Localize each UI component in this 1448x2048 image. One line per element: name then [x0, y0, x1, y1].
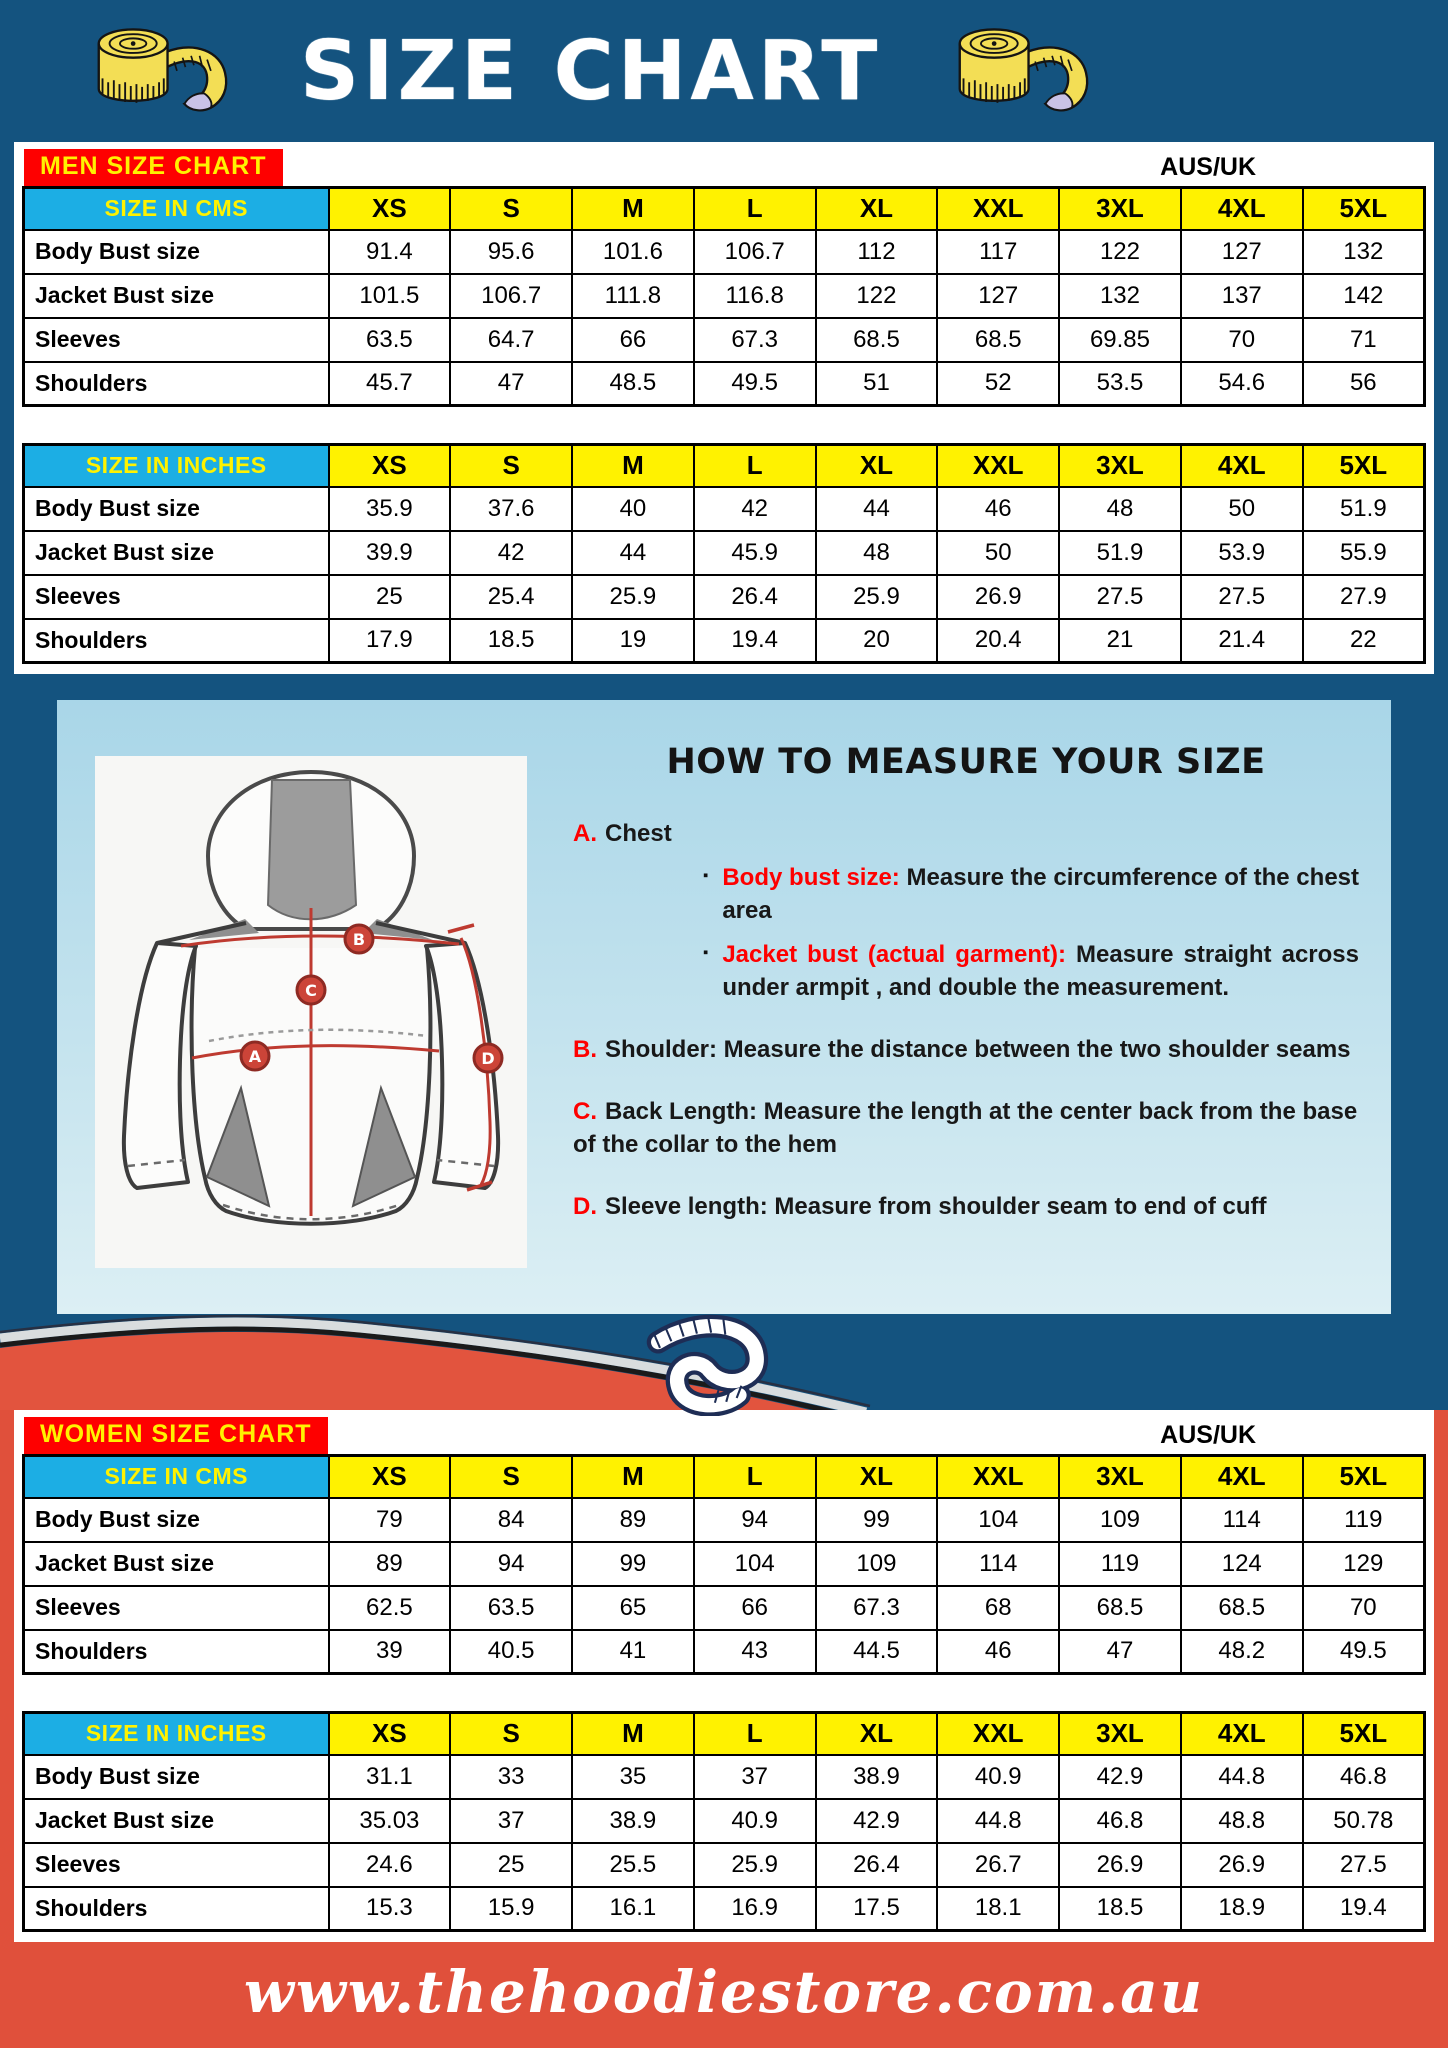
measurement-value: 44.8	[1181, 1755, 1303, 1799]
measurement-value: 52	[937, 362, 1059, 406]
measurement-row	[24, 1799, 1425, 1843]
measurement-value: 25.9	[572, 575, 694, 619]
measure-title: HOW TO MEASURE YOUR SIZE	[666, 742, 1266, 782]
size-column-header: XXL	[937, 188, 1059, 230]
size-column-header: S	[450, 1713, 572, 1755]
size-column-header: 3XL	[1059, 445, 1181, 487]
measurement-value: 26.4	[694, 575, 816, 619]
measurement-value: 44	[572, 531, 694, 575]
measurement-value: 42.9	[1059, 1755, 1181, 1799]
measurement-label: Body Bust size	[24, 487, 329, 531]
measurement-value: 49.5	[694, 362, 816, 406]
svg-text:D: D	[481, 1049, 495, 1068]
measurement-value: 25.5	[572, 1843, 694, 1887]
how-to-measure-section	[57, 700, 1391, 1314]
measurement-value: 27.9	[1303, 575, 1425, 619]
item-letter: A.	[573, 820, 597, 847]
men-chart-label: MEN SIZE CHART	[24, 149, 283, 186]
measurement-row	[24, 531, 1425, 575]
measurement-value: 40.9	[694, 1799, 816, 1843]
size-column-header: M	[572, 188, 694, 230]
measurement-value: 89	[572, 1498, 694, 1542]
measurement-value: 63.5	[329, 318, 451, 362]
measurement-row	[24, 318, 1425, 362]
page-title: SIZE CHART	[300, 23, 882, 119]
size-header-row	[24, 188, 1425, 230]
size-column-header: XL	[816, 1456, 938, 1498]
measurement-value: 53.5	[1059, 362, 1181, 406]
measurement-value: 35.03	[329, 1799, 451, 1843]
measurement-value: 33	[450, 1755, 572, 1799]
size-column-header: L	[694, 445, 816, 487]
transition-band	[0, 1314, 1448, 1410]
measurement-value: 42.9	[816, 1799, 938, 1843]
bullet-text: Jacket bust (actual garment): Measure straight across under armpit , and double the measurement.	[722, 941, 1359, 1001]
measurement-row	[24, 1630, 1425, 1674]
size-column-header: 4XL	[1181, 1456, 1303, 1498]
measurement-value: 106.7	[694, 230, 816, 274]
measure-item-sleeve-length	[573, 1191, 1359, 1223]
measurement-row	[24, 362, 1425, 406]
size-column-header: 3XL	[1059, 1713, 1181, 1755]
measurement-value: 68.5	[937, 318, 1059, 362]
measurement-value: 15.3	[329, 1887, 451, 1931]
size-header-row	[24, 1456, 1425, 1498]
measurement-value: 95.6	[450, 230, 572, 274]
measurement-value: 18.1	[937, 1887, 1059, 1931]
measurement-label: Shoulders	[24, 1630, 329, 1674]
measurement-value: 104	[694, 1542, 816, 1586]
jacket-diagram	[95, 756, 527, 1268]
measurement-value: 51.9	[1303, 487, 1425, 531]
measurement-label: Body Bust size	[24, 1498, 329, 1542]
measurement-value: 101.6	[572, 230, 694, 274]
size-column-header: M	[572, 1713, 694, 1755]
measurement-value: 127	[1181, 230, 1303, 274]
measurement-value: 46	[937, 1630, 1059, 1674]
measurement-value: 42	[450, 531, 572, 575]
measurement-value: 111.8	[572, 274, 694, 318]
measurement-value: 116.8	[694, 274, 816, 318]
measurement-value: 104	[937, 1498, 1059, 1542]
measurement-value: 41	[572, 1630, 694, 1674]
footer-url: www.thehoodiestore.com.au	[243, 1958, 1205, 2026]
measurement-value: 26.9	[1059, 1843, 1181, 1887]
measure-item-chest	[573, 818, 1359, 1004]
measurement-value: 48.8	[1181, 1799, 1303, 1843]
measurement-value: 35	[572, 1755, 694, 1799]
measurement-value: 112	[816, 230, 938, 274]
measurement-value: 31.1	[329, 1755, 451, 1799]
measurement-value: 51	[816, 362, 938, 406]
measurement-value: 18.9	[1181, 1887, 1303, 1931]
measurement-value: 67.3	[816, 1586, 938, 1630]
measurement-row	[24, 230, 1425, 274]
measurement-value: 25.9	[816, 575, 938, 619]
measurement-value: 70	[1303, 1586, 1425, 1630]
measurement-value: 68.5	[1181, 1586, 1303, 1630]
measurement-value: 50.78	[1303, 1799, 1425, 1843]
measurement-value: 47	[450, 362, 572, 406]
measurement-value: 44	[816, 487, 938, 531]
measurement-value: 26.9	[1181, 1843, 1303, 1887]
measurement-value: 35.9	[329, 487, 451, 531]
svg-text:B: B	[352, 930, 366, 949]
measurement-value: 67.3	[694, 318, 816, 362]
measurement-value: 46.8	[1059, 1799, 1181, 1843]
measurement-value: 50	[1181, 487, 1303, 531]
measurement-value: 56	[1303, 362, 1425, 406]
measurement-value: 17.9	[329, 619, 451, 663]
women-chart-label: WOMEN SIZE CHART	[24, 1417, 328, 1454]
measurement-value: 69.85	[1059, 318, 1181, 362]
measurement-value: 25.9	[694, 1843, 816, 1887]
measurement-value: 119	[1303, 1498, 1425, 1542]
bullet-icon: ▪	[703, 944, 709, 962]
svg-text:A: A	[248, 1047, 262, 1066]
measurement-value: 124	[1181, 1542, 1303, 1586]
measurement-value: 19.4	[694, 619, 816, 663]
size-column-header: S	[450, 1456, 572, 1498]
bullet-icon: ▪	[703, 867, 709, 885]
measurement-label: Body Bust size	[24, 1755, 329, 1799]
measurement-label: Sleeves	[24, 1586, 329, 1630]
measurement-row	[24, 487, 1425, 531]
measurement-value: 132	[1303, 230, 1425, 274]
measurement-row	[24, 1755, 1425, 1799]
measurement-value: 40	[572, 487, 694, 531]
measurement-value: 91.4	[329, 230, 451, 274]
measurement-value: 19.4	[1303, 1887, 1425, 1931]
size-column-header: XS	[329, 188, 451, 230]
unit-header: SIZE IN INCHES	[24, 1713, 329, 1755]
women-inches-table	[22, 1711, 1426, 1932]
table-gap	[22, 1675, 1426, 1711]
men-cms-table	[22, 186, 1426, 407]
measurement-value: 42	[694, 487, 816, 531]
measurement-value: 122	[1059, 230, 1181, 274]
measurement-value: 40.9	[937, 1755, 1059, 1799]
size-column-header: 5XL	[1303, 188, 1425, 230]
measurement-row	[24, 619, 1425, 663]
size-column-header: L	[694, 1456, 816, 1498]
measurement-label: Sleeves	[24, 1843, 329, 1887]
measurement-value: 15.9	[450, 1887, 572, 1931]
measurement-value: 68.5	[1059, 1586, 1181, 1630]
measuring-tape-icon	[84, 20, 236, 123]
measurement-value: 43	[694, 1630, 816, 1674]
measurement-label: Sleeves	[24, 575, 329, 619]
measurement-value: 38.9	[572, 1799, 694, 1843]
measurement-label: Shoulders	[24, 619, 329, 663]
measurement-value: 21	[1059, 619, 1181, 663]
measure-instructions	[573, 720, 1365, 1294]
bullet-jacket-bust	[703, 939, 1359, 1004]
table-gap	[22, 407, 1426, 443]
measurement-value: 39	[329, 1630, 451, 1674]
women-cms-table	[22, 1454, 1426, 1675]
size-column-header: XL	[816, 445, 938, 487]
size-column-header: XL	[816, 188, 938, 230]
measurement-value: 94	[450, 1542, 572, 1586]
size-column-header: XS	[329, 1713, 451, 1755]
measurement-value: 25	[329, 575, 451, 619]
item-text: Sleeve length: Measure from shoulder seam to end of cuff	[605, 1193, 1267, 1221]
bullet-body-bust	[703, 862, 1359, 927]
measurement-value: 40.5	[450, 1630, 572, 1674]
size-column-header: 4XL	[1181, 445, 1303, 487]
measuring-tape-icon	[945, 20, 1097, 123]
measurement-value: 129	[1303, 1542, 1425, 1586]
measurement-value: 44.8	[937, 1799, 1059, 1843]
measurement-value: 109	[1059, 1498, 1181, 1542]
size-header-row	[24, 445, 1425, 487]
measurement-value: 48	[1059, 487, 1181, 531]
measurement-label: Jacket Bust size	[24, 1542, 329, 1586]
measurement-value: 16.9	[694, 1887, 816, 1931]
measurement-value: 89	[329, 1542, 451, 1586]
measurement-value: 18.5	[1059, 1887, 1181, 1931]
measurement-value: 55.9	[1303, 531, 1425, 575]
measurement-value: 94	[694, 1498, 816, 1542]
men-inches-table	[22, 443, 1426, 664]
size-column-header: 3XL	[1059, 188, 1181, 230]
measurement-value: 26.9	[937, 575, 1059, 619]
size-column-header: XXL	[937, 445, 1059, 487]
size-column-header: M	[572, 445, 694, 487]
measurement-value: 22	[1303, 619, 1425, 663]
measurement-value: 66	[694, 1586, 816, 1630]
men-size-chart-panel	[14, 142, 1434, 674]
size-column-header: 4XL	[1181, 188, 1303, 230]
svg-text:C: C	[305, 981, 317, 1000]
measurement-value: 20.4	[937, 619, 1059, 663]
bottom-zone	[0, 1410, 1448, 2048]
size-column-header: XL	[816, 1713, 938, 1755]
size-column-header: S	[450, 188, 572, 230]
measurement-value: 45.9	[694, 531, 816, 575]
measurement-value: 101.5	[329, 274, 451, 318]
measurement-value: 62.5	[329, 1586, 451, 1630]
measurement-value: 39.9	[329, 531, 451, 575]
measurement-value: 117	[937, 230, 1059, 274]
item-letter: B.	[573, 1035, 597, 1063]
measurement-value: 65	[572, 1586, 694, 1630]
bullet-text: Body bust size: Measure the circumference of the chest area	[722, 864, 1359, 924]
measurement-value: 106.7	[450, 274, 572, 318]
measurement-value: 64.7	[450, 318, 572, 362]
measurement-value: 66	[572, 318, 694, 362]
measurement-value: 70	[1181, 318, 1303, 362]
measurement-value: 114	[937, 1542, 1059, 1586]
size-column-header: XS	[329, 1456, 451, 1498]
measurement-value: 27.5	[1181, 575, 1303, 619]
size-column-header: 4XL	[1181, 1713, 1303, 1755]
measurement-value: 45.7	[329, 362, 451, 406]
measurement-value: 25	[450, 1843, 572, 1887]
measurement-value: 37	[450, 1799, 572, 1843]
measure-item-shoulder	[573, 1034, 1359, 1066]
size-column-header: L	[694, 1713, 816, 1755]
measurement-value: 132	[1059, 274, 1181, 318]
size-header-row	[24, 1713, 1425, 1755]
region-label: AUS/UK	[1160, 152, 1256, 181]
measurement-value: 26.7	[937, 1843, 1059, 1887]
women-size-chart-panel	[14, 1410, 1434, 1942]
size-column-header: XXL	[937, 1456, 1059, 1498]
size-column-header: 3XL	[1059, 1456, 1181, 1498]
measurement-value: 99	[572, 1542, 694, 1586]
measurement-value: 114	[1181, 1498, 1303, 1542]
measurement-label: Jacket Bust size	[24, 274, 329, 318]
item-letter: D.	[573, 1193, 597, 1221]
region-label: AUS/UK	[1160, 1420, 1256, 1449]
measurement-label: Sleeves	[24, 318, 329, 362]
measurement-value: 25.4	[450, 575, 572, 619]
measurement-value: 119	[1059, 1542, 1181, 1586]
measurement-value: 49.5	[1303, 1630, 1425, 1674]
measurement-value: 37	[694, 1755, 816, 1799]
measurement-value: 18.5	[450, 619, 572, 663]
measurement-value: 38.9	[816, 1755, 938, 1799]
measurement-row	[24, 1843, 1425, 1887]
measurement-value: 17.5	[816, 1887, 938, 1931]
measurement-value: 122	[816, 274, 938, 318]
measurement-value: 109	[816, 1542, 938, 1586]
measurement-row	[24, 1887, 1425, 1931]
measurement-value: 84	[450, 1498, 572, 1542]
size-column-header: XXL	[937, 1713, 1059, 1755]
size-column-header: M	[572, 1456, 694, 1498]
item-text: Back Length: Measure the length at the center back from the base of the collar to the hem	[573, 1098, 1358, 1158]
measurement-label: Shoulders	[24, 362, 329, 406]
measurement-value: 99	[816, 1498, 938, 1542]
measurement-value: 27.5	[1059, 575, 1181, 619]
measurement-value: 50	[937, 531, 1059, 575]
measurement-value: 26.4	[816, 1843, 938, 1887]
women-panel-head	[24, 1418, 1424, 1452]
measurement-value: 71	[1303, 318, 1425, 362]
measurement-label: Jacket Bust size	[24, 531, 329, 575]
size-column-header: 5XL	[1303, 1713, 1425, 1755]
measurement-label: Body Bust size	[24, 230, 329, 274]
measurement-value: 68.5	[816, 318, 938, 362]
measurement-value: 37.6	[450, 487, 572, 531]
size-column-header: 5XL	[1303, 445, 1425, 487]
measurement-label: Jacket Bust size	[24, 1799, 329, 1843]
measurement-value: 19	[572, 619, 694, 663]
measurement-value: 20	[816, 619, 938, 663]
measurement-value: 44.5	[816, 1630, 938, 1674]
measurement-value: 51.9	[1059, 531, 1181, 575]
men-panel-head	[24, 150, 1424, 184]
measurement-value: 48.5	[572, 362, 694, 406]
measurement-value: 142	[1303, 274, 1425, 318]
item-text: Chest	[605, 820, 672, 847]
item-letter: C.	[573, 1098, 597, 1126]
item-text: Shoulder: Measure the distance between the two shoulder seams	[605, 1035, 1351, 1063]
unit-header: SIZE IN CMS	[24, 188, 329, 230]
measurement-value: 54.6	[1181, 362, 1303, 406]
measuring-tape-icon	[618, 1310, 808, 1421]
measurement-value: 48	[816, 531, 938, 575]
measurement-value: 63.5	[450, 1586, 572, 1630]
measurement-label: Shoulders	[24, 1887, 329, 1931]
measurement-value: 21.4	[1181, 619, 1303, 663]
measurement-value: 48.2	[1181, 1630, 1303, 1674]
size-column-header: S	[450, 445, 572, 487]
measurement-value: 46.8	[1303, 1755, 1425, 1799]
size-column-header: XS	[329, 445, 451, 487]
measurement-row	[24, 274, 1425, 318]
measurement-row	[24, 1498, 1425, 1542]
size-column-header: 5XL	[1303, 1456, 1425, 1498]
measurement-value: 16.1	[572, 1887, 694, 1931]
measurement-value: 137	[1181, 274, 1303, 318]
measurement-value: 68	[937, 1586, 1059, 1630]
measurement-row	[24, 1586, 1425, 1630]
header	[0, 0, 1448, 142]
measurement-row	[24, 1542, 1425, 1586]
measurement-value: 46	[937, 487, 1059, 531]
measurement-value: 27.5	[1303, 1843, 1425, 1887]
measurement-row	[24, 575, 1425, 619]
hood-opening	[268, 780, 356, 919]
size-column-header: L	[694, 188, 816, 230]
measurement-value: 53.9	[1181, 531, 1303, 575]
measurement-value: 24.6	[329, 1843, 451, 1887]
unit-header: SIZE IN CMS	[24, 1456, 329, 1498]
chest-bullets	[703, 862, 1359, 1004]
measurement-value: 79	[329, 1498, 451, 1542]
measurement-value: 47	[1059, 1630, 1181, 1674]
measurement-value: 127	[937, 274, 1059, 318]
unit-header: SIZE IN INCHES	[24, 445, 329, 487]
measure-item-back-length	[573, 1096, 1359, 1161]
